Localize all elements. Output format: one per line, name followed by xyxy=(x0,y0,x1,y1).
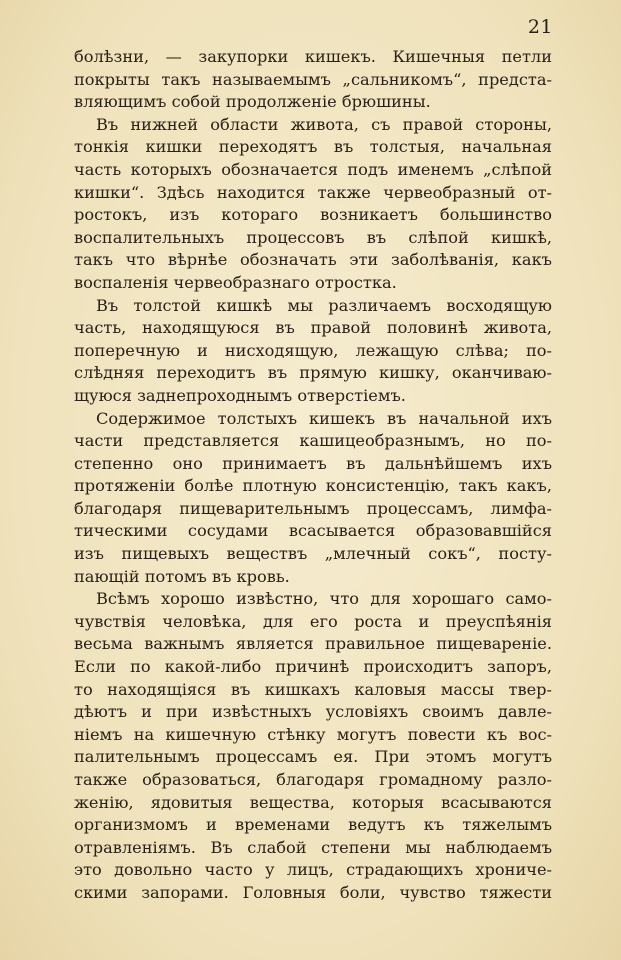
text-line: также образоваться, благодаря громадному разло- xyxy=(74,770,552,789)
text-line: тонкія кишки переходятъ въ толстыя, начальная xyxy=(74,137,552,157)
text-line: часть, находящуюся въ правой половинѣ живота, xyxy=(74,318,552,338)
text-line: Въ толстой кишкѣ мы различаемъ восходящую xyxy=(96,295,552,315)
text-line: вляющимъ собой продолженіе брюшины. xyxy=(74,92,431,112)
text-line: организмомъ и временами ведутъ къ тяжелымъ xyxy=(74,815,552,835)
text-line: благодаря пищеварительнымъ процессамъ, лимфа- xyxy=(74,498,552,518)
text-line: поперечную и нисходящую, лежащую слѣва; по- xyxy=(74,340,552,360)
text-line: такъ что вѣрнѣе обозначать эти заболѣванія, какъ xyxy=(74,250,552,270)
text-line: слѣдняя переходитъ въ прямую кишку, оканчиваю- xyxy=(74,363,552,383)
text-line: протяженіи болѣе плотную консистенцію, такъ какъ, xyxy=(74,476,552,496)
text-line: ніемъ на кишечную стѣнку могутъ повести къ вос- xyxy=(74,724,552,744)
text-line: ростокъ, изъ котораго возникаетъ большинство xyxy=(74,205,552,225)
text-line: весьма важнымъ является правильное пищевареніе. xyxy=(74,634,552,654)
text-line: Если по какой-либо причинѣ происходитъ запоръ, xyxy=(74,657,552,677)
text-line: степенно оно принимаетъ въ дальнѣйшемъ ихъ xyxy=(74,453,552,473)
text-line: изъ пищевыхъ веществъ „млечный сокъ“, посту- xyxy=(74,544,552,564)
text-line: болѣзни, — закупорки кишекъ. Кишечныя петли xyxy=(74,47,552,66)
text-line: скими запорами. Головныя боли, чувство тяжести xyxy=(74,882,552,902)
text-line: щуюся заднепроходнымъ отверстіемъ. xyxy=(74,385,406,405)
text-line: отравленіямъ. Въ слабой степени мы наблюдаемъ xyxy=(74,837,552,857)
text-line: Въ нижней области живота, съ правой стороны, xyxy=(96,114,552,134)
text-line: кишки“. Здѣсь находится также червеобразный от- xyxy=(74,182,552,202)
text-line: дѣютъ и при извѣстныхъ условіяхъ своимъ давле- xyxy=(74,702,552,722)
text-line: тическими сосудами всасывается образовавшійся xyxy=(74,521,552,541)
text-line: Всѣмъ хорошо извѣстно, что для хорошаго само- xyxy=(96,589,552,609)
text-line: то находящіяся въ кишкахъ каловыя массы твер- xyxy=(74,679,552,699)
text-line: части представляется кашицеобразнымъ, но по- xyxy=(74,431,552,451)
text-line: пающій потомъ въ кровь. xyxy=(74,566,290,586)
text-line: это довольно часто у лицъ, страдающихъ хрониче- xyxy=(74,860,552,880)
text-line: покрыты такъ называемымъ „сальникомъ“, предста- xyxy=(74,69,552,89)
text-line: воспалительныхъ процессовъ въ слѣпой кишкѣ, xyxy=(74,227,552,247)
body-text xyxy=(74,46,552,905)
page-number: 21 xyxy=(527,16,553,38)
text-line: часть которыхъ обозначается подъ именемъ „слѣпой xyxy=(74,159,552,179)
text-line: чувствія человѣка, для его роста и преуспѣянія xyxy=(74,611,552,631)
text-line: Содержимое толстыхъ кишекъ въ начальной ихъ xyxy=(96,408,552,428)
text-line: воспаленія червеобразнаго отростка. xyxy=(74,272,397,292)
text-line: женію, ядовитыя вещества, которыя всасываются xyxy=(74,792,552,812)
text-line: палительнымъ процессамъ ея. При этомъ могутъ xyxy=(74,747,552,767)
